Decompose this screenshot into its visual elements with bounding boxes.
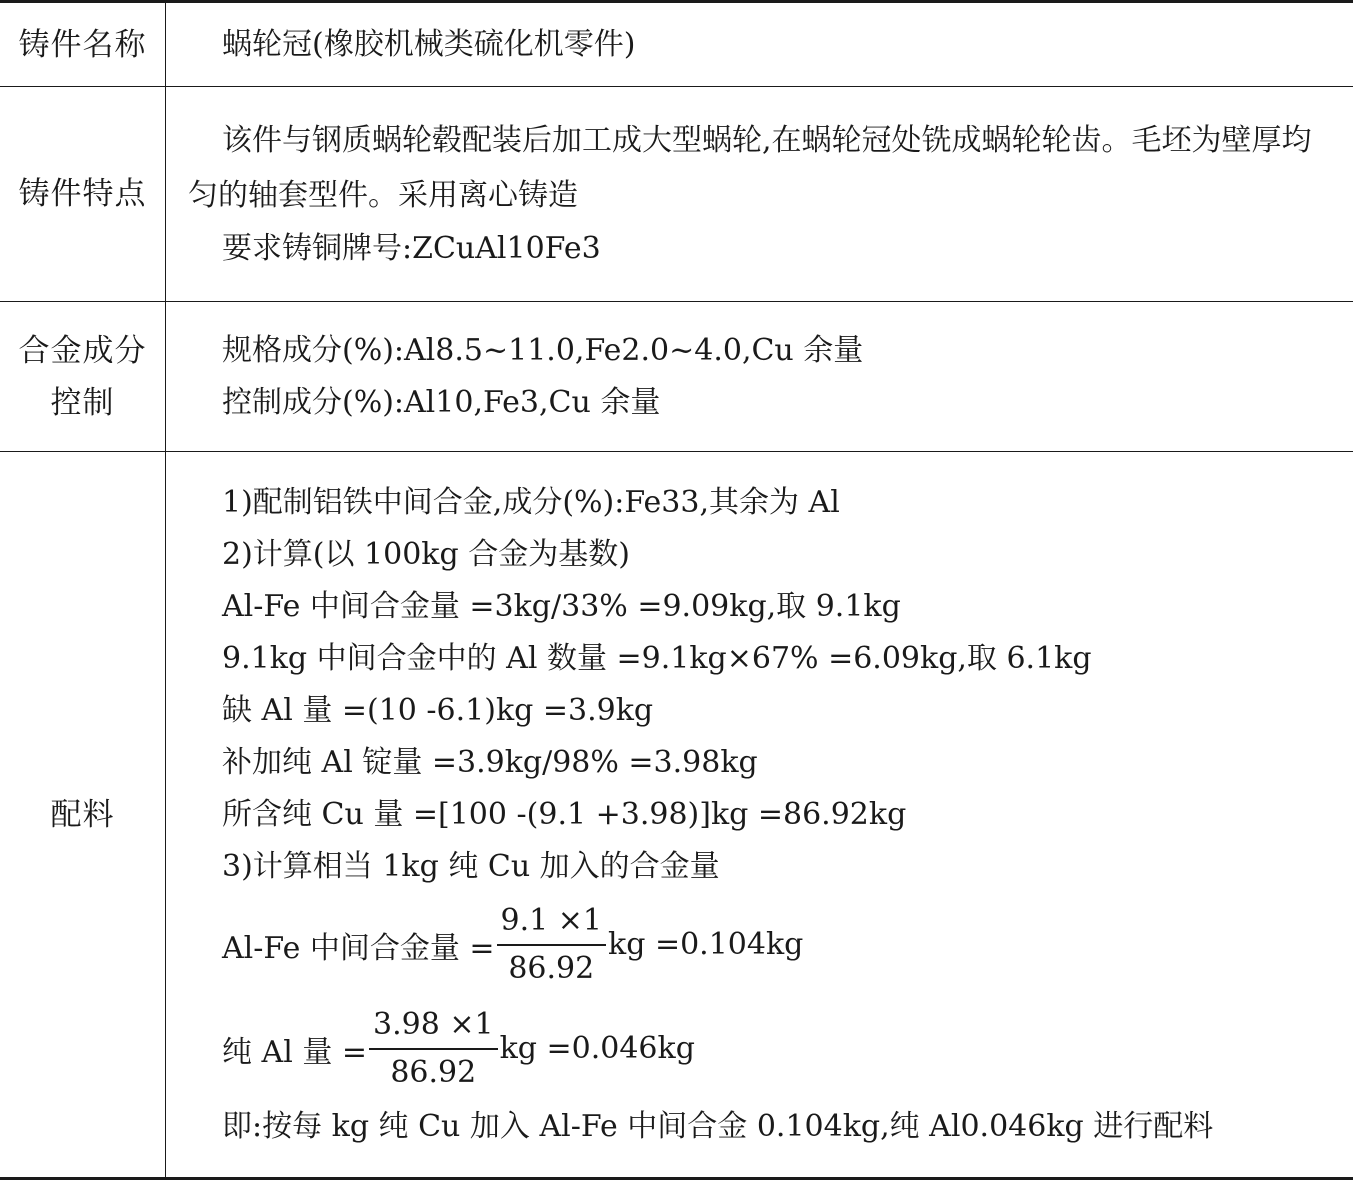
batching-conclusion: 即:按每 kg 纯 Cu 加入 Al-Fe 中间合金 0.104kg,纯 Al0.046kg 进行配料	[222, 1108, 1214, 1144]
batching-step-1: 1)配制铝铁中间合金,成分(%):Fe33,其余为 Al	[222, 484, 840, 520]
features-grade: 要求铸铜牌号:ZCuAl10Fe3	[222, 231, 601, 266]
label-alloy-composition: 合金成分 控制	[0, 302, 166, 451]
label-casting-features: 铸件特点	[0, 87, 166, 301]
row-casting-features	[0, 87, 1353, 302]
batching-step-3: 3)计算相当 1kg 纯 Cu 加入的合金量	[222, 848, 720, 884]
row-casting-name	[0, 3, 1353, 87]
fraction: $\frac{3.98 \times 1}{86.92}$	[369, 1002, 498, 1096]
formula-master-alloy-per-kg: Al-Fe 中间合金量 = $\frac{9.1 \times 1}{86.92}$ kg =0.104kg	[188, 893, 1339, 997]
batching-calc-master-alloy: Al-Fe 中间合金量 =3kg/33% =9.09kg,取 9.1kg	[222, 588, 901, 624]
label-batching: 配料	[0, 452, 166, 1177]
formula-pure-al-per-kg: 纯 Al 量 = $\frac{3.98 \times 1}{86.92}$ kg =0.046kg	[188, 997, 1339, 1101]
alloy-spec-composition: 规格成分(%):Al8.5~11.0,Fe2.0~4.0,Cu 余量	[222, 332, 864, 368]
content-alloy-composition	[166, 302, 1353, 451]
batching-calc-pure-al: 补加纯 Al 锭量 =3.9kg/98% =3.98kg	[222, 744, 758, 780]
batching-calc-pure-cu: 所含纯 Cu 量 =[100 -(9.1 +3.98)]kg =86.92kg	[222, 796, 907, 832]
content-batching	[166, 452, 1353, 1177]
row-batching	[0, 452, 1353, 1177]
content-casting-features	[166, 87, 1353, 301]
content-casting-name	[166, 3, 1353, 86]
alloy-control-composition: 控制成分(%):Al10,Fe3,Cu 余量	[222, 384, 661, 420]
casting-name-value: 蜗轮冠(橡胶机械类硫化机零件)	[222, 26, 636, 62]
features-description: 该件与钢质蜗轮毂配装后加工成大型蜗轮,在蜗轮冠处铣成蜗轮轮齿。毛坯为壁厚均匀的轴套型件。采用离心铸造	[188, 123, 1312, 213]
batching-calc-al-shortage: 缺 Al 量 =(10 -6.1)kg =3.9kg	[222, 692, 654, 728]
fraction: $\frac{9.1 \times 1}{86.92}$	[497, 898, 606, 992]
row-alloy-composition	[0, 302, 1353, 452]
batching-calc-al-in-master: 9.1kg 中间合金中的 Al 数量 =9.1kg×67% =6.09kg,取 6.1kg	[222, 640, 1092, 676]
label-casting-name: 铸件名称	[0, 3, 166, 86]
batching-step-2: 2)计算(以 100kg 合金为基数)	[222, 536, 630, 572]
